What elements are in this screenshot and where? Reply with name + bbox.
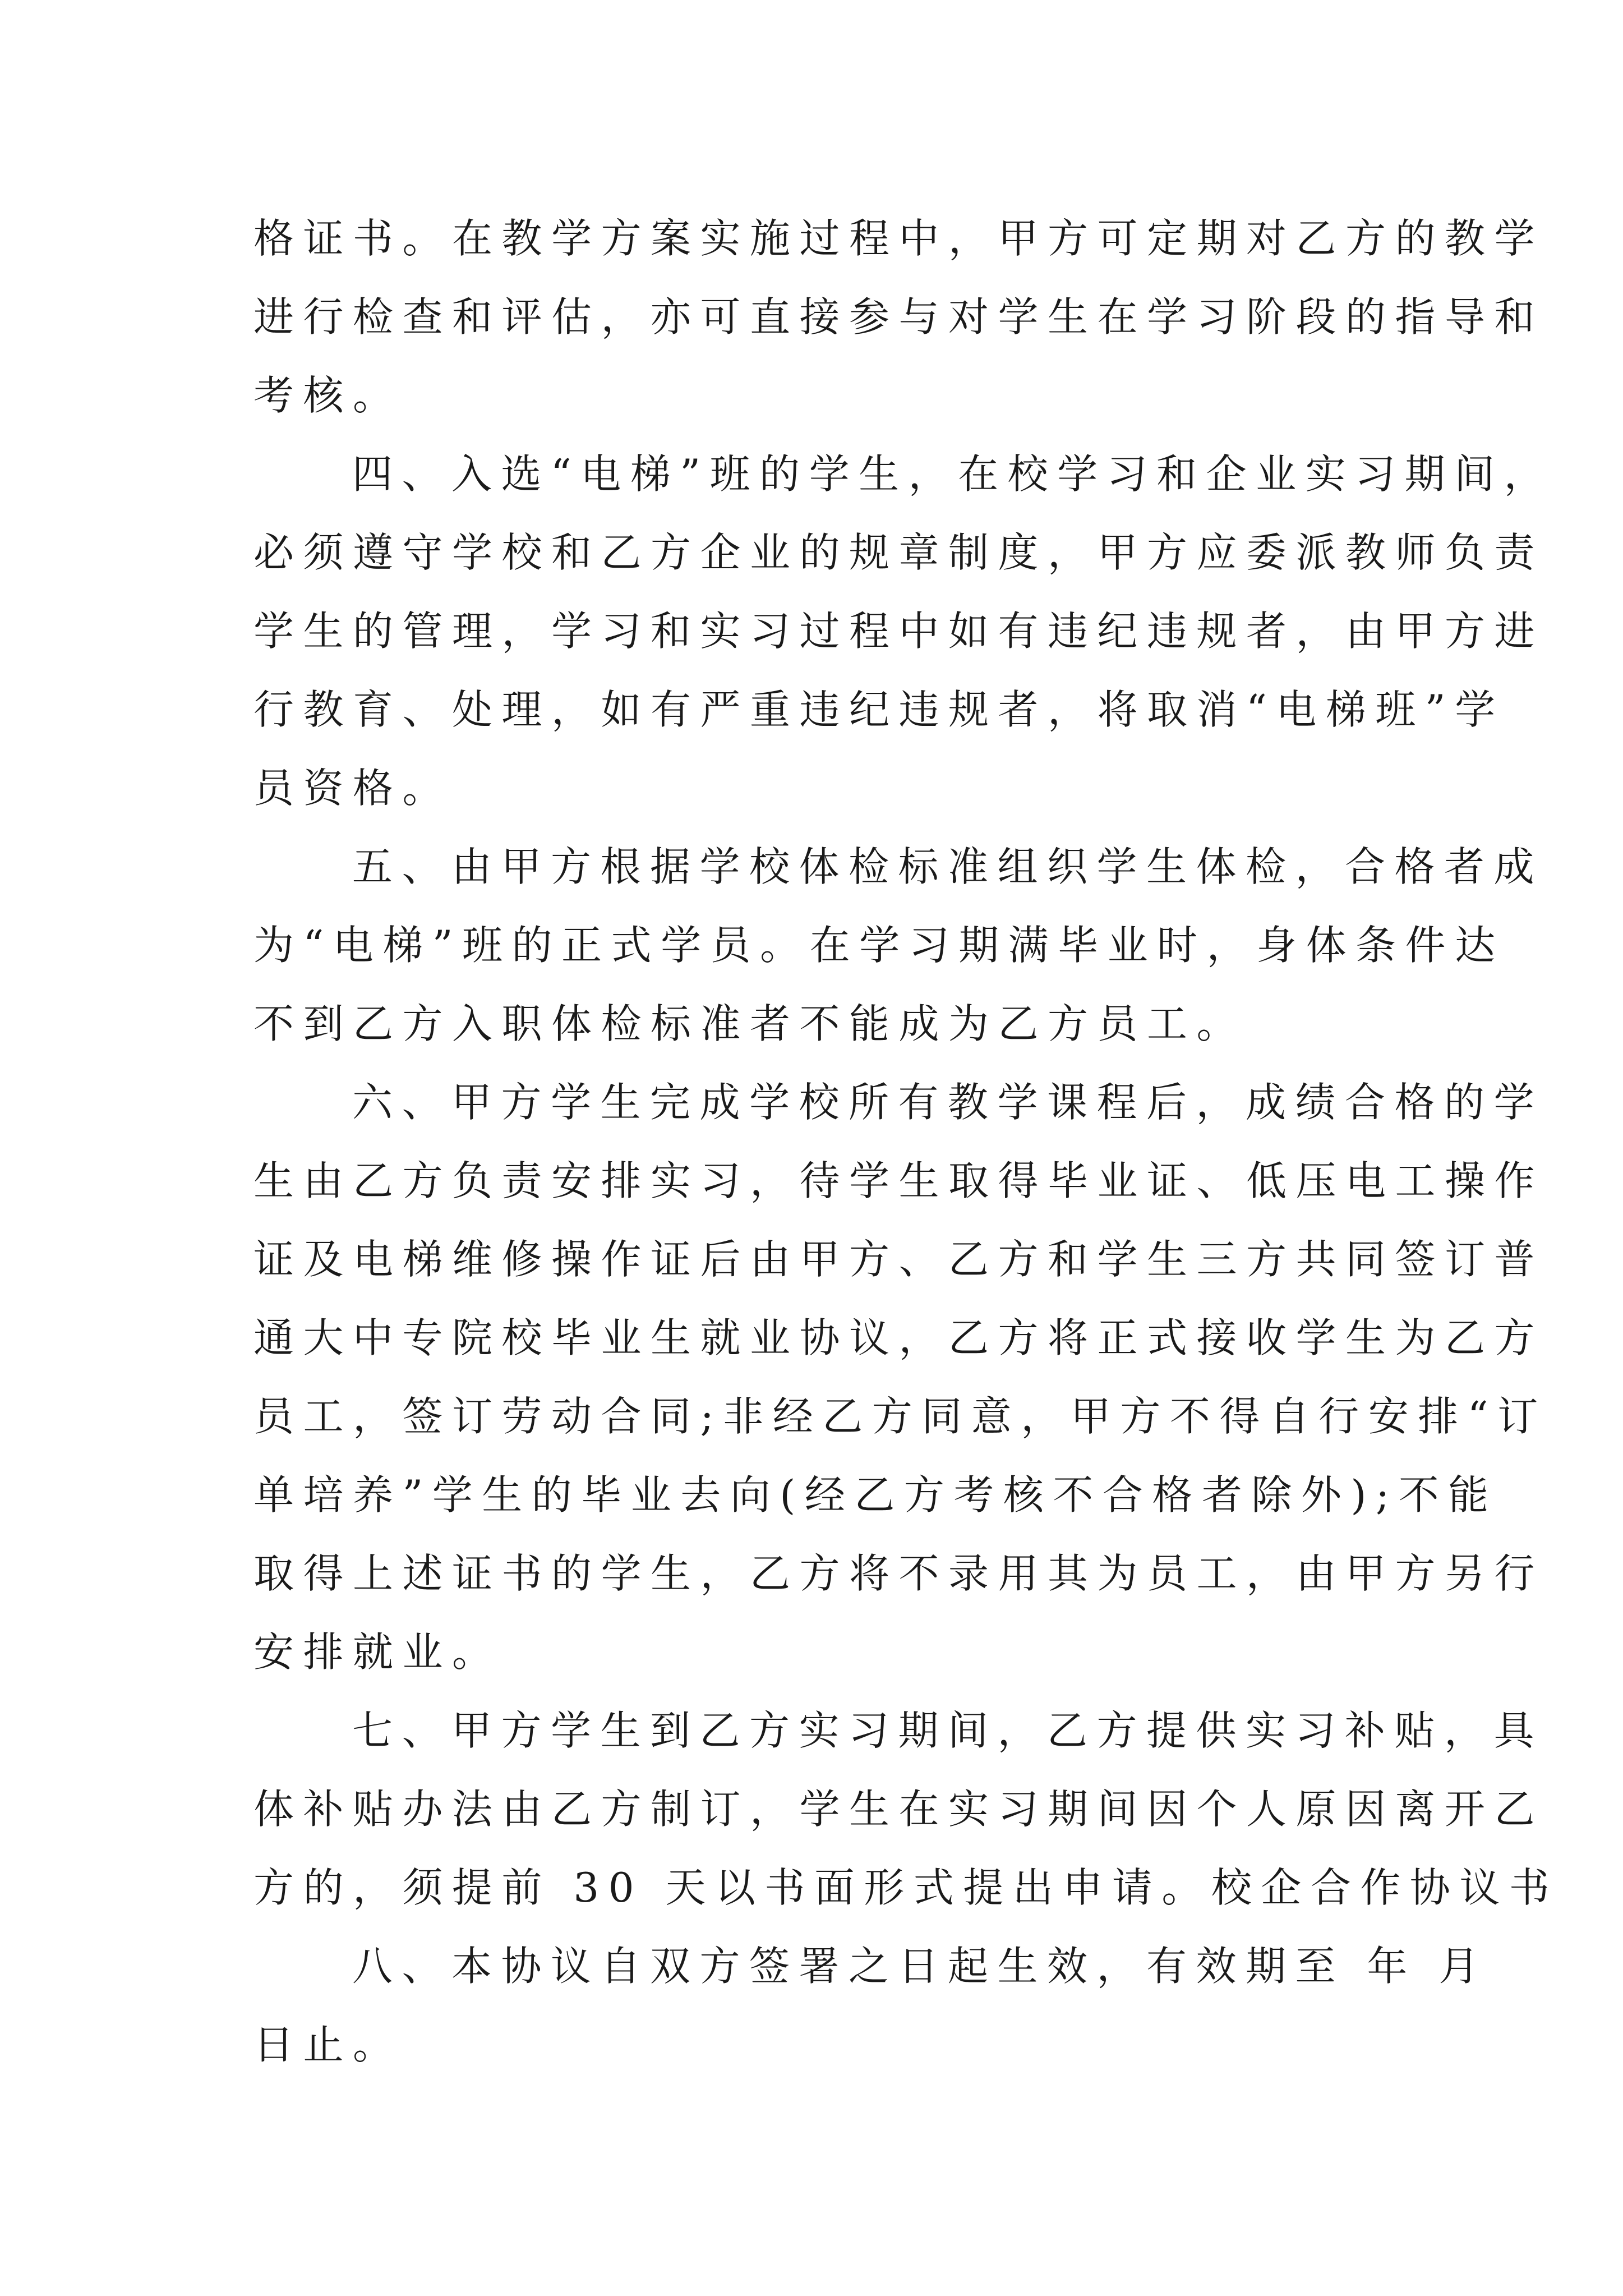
paragraph-six-start: 六、甲方学生完成学校所有教学课程后，成绩合格的学: [352, 1079, 1544, 1126]
paragraph-five-start: 五、由甲方根据学校体检标准组织学生体检，合格者成: [352, 843, 1544, 890]
text-line: 生由乙方负责安排实习，待学生取得毕业证、低压电工操作: [253, 1157, 1544, 1204]
paragraph-seven-start: 七、甲方学生到乙方实习期间，乙方提供实习补贴，具: [352, 1707, 1544, 1754]
text-line: 进行检查和评估，亦可直接参与对学生在学习阶段的指导和: [253, 293, 1544, 341]
text-line: 考核。: [253, 372, 403, 419]
text-line: 格证书。在教学方案实施过程中，甲方可定期对乙方的教学: [253, 215, 1544, 262]
text-line: 行教育、处理，如有严重违纪违规者，将取消“电梯班”学: [253, 686, 1505, 733]
document-body: [253, 199, 1559, 2084]
text-line: 必须遵守学校和乙方企业的规章制度，甲方应委派教师负责: [253, 529, 1544, 576]
text-line: 员资格。: [253, 765, 453, 812]
text-line: 学生的管理，学习和实习过程中如有违纪违规者，由甲方进: [253, 608, 1544, 655]
paragraph-eight-start: 八、本协议自双方签署之日起生效，有效期至 年 月: [352, 1943, 1488, 1990]
text-line: 安排就业。: [253, 1628, 502, 1676]
text-line: 证及电梯维修操作证后由甲方、乙方和学生三方共同签订普: [253, 1236, 1544, 1283]
text-line: 取得上述证书的学生，乙方将不录用其为员工，由甲方另行: [253, 1550, 1544, 1597]
text-line: 为“电梯”班的正式学员。在学习期满毕业时，身体条件达: [253, 922, 1505, 969]
text-line: 通大中专院校毕业生就业协议，乙方将正式接收学生为乙方: [253, 1314, 1544, 1361]
text-line: 方的，须提前 30 天以书面形式提出申请。校企合作协议书: [253, 1864, 1559, 1911]
text-line: 日止。: [253, 2021, 403, 2068]
paragraph-four-start: 四、入选“电梯”班的学生，在校学习和企业实习期间，: [352, 450, 1554, 498]
text-line: 体补贴办法由乙方制订，学生在实习期间因个人原因离开乙: [253, 1786, 1544, 1833]
text-line: 员工，签订劳动合同;非经乙方同意，甲方不得自行安排“订: [253, 1393, 1547, 1440]
text-line: 单培养”学生的毕业去向(经乙方考核不合格者除外);不能: [253, 1471, 1498, 1519]
text-line: 不到乙方入职体检标准者不能成为乙方员工。: [253, 1000, 1247, 1047]
